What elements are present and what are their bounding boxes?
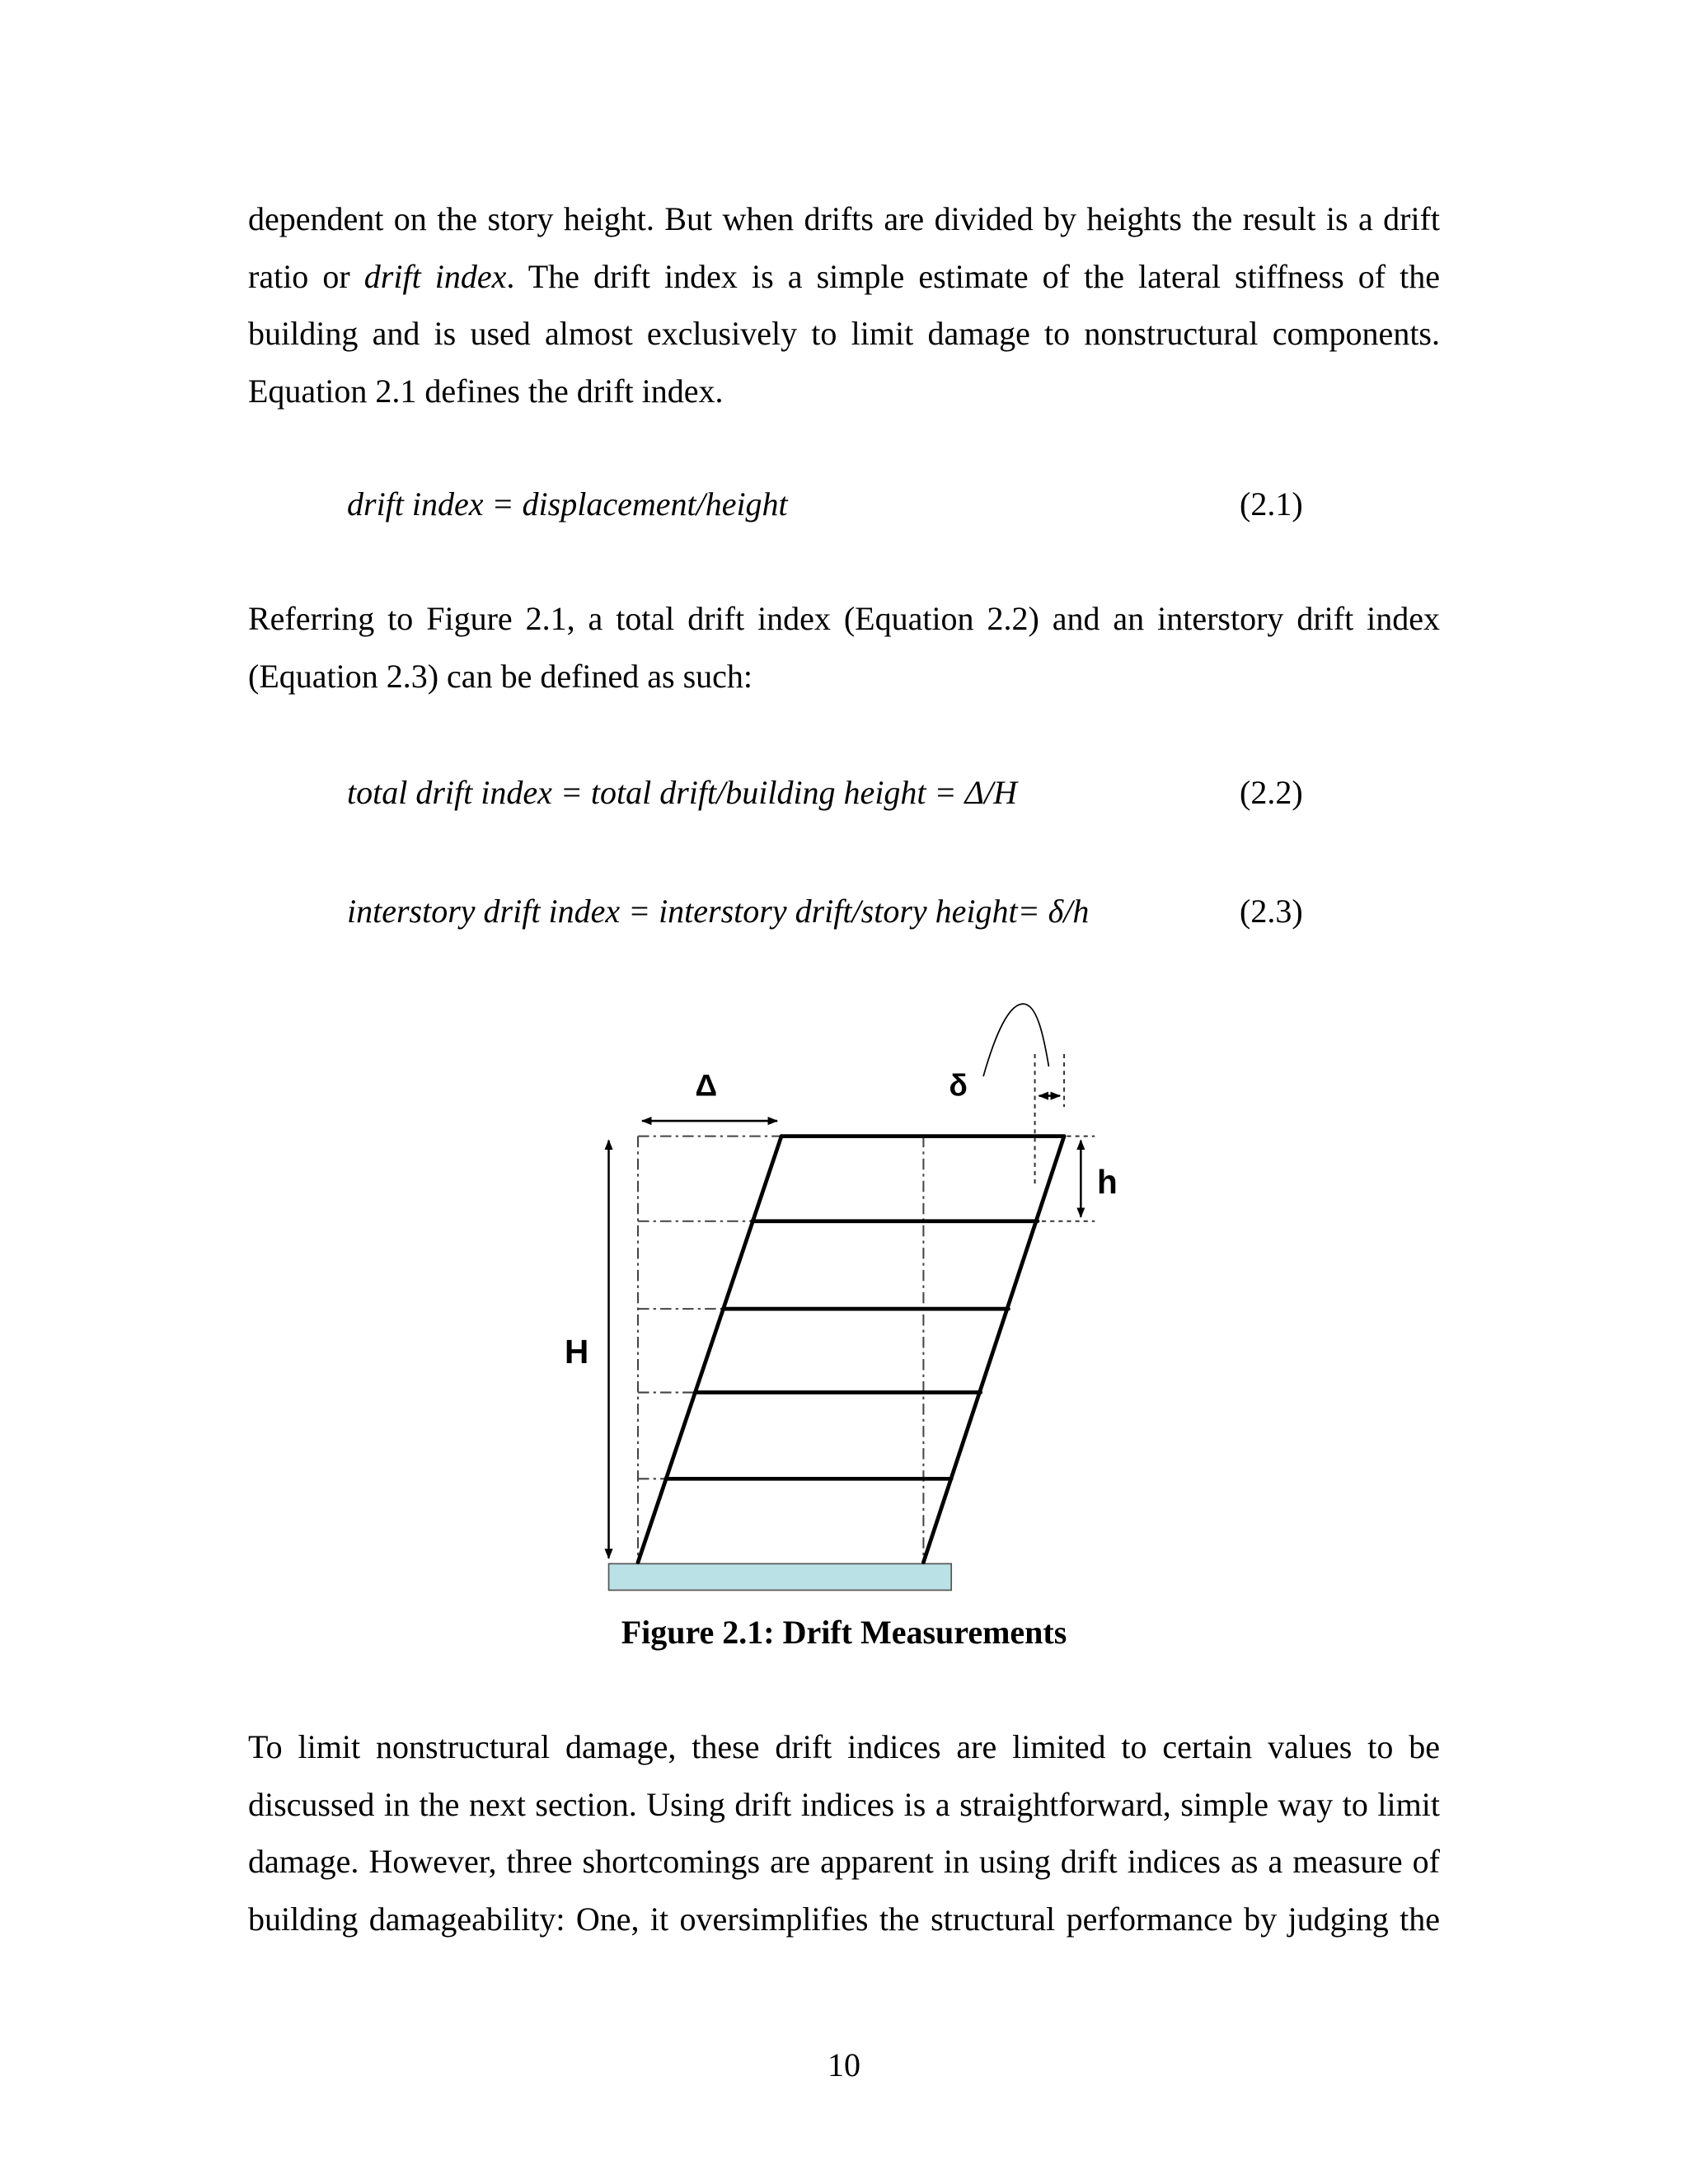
equation-2-1-expression: drift index = displacement/height [347,485,788,523]
paragraph-1-line-1: dependent on the story height. But when drifts are divided by heights the result is a drift [248,200,1440,237]
interstory-drift-label: δ [949,1067,968,1103]
interstory-drift-leader-curve [983,1004,1048,1076]
page-number: 10 [828,2046,860,2083]
paragraph-1-line-3: building and is used almost exclusively to limit damage to nonstructural components. [248,315,1440,352]
paragraph-1-line-4: Equation 2.1 defines the drift index. [248,372,724,410]
deformed-right-column [923,1137,1064,1563]
paragraph-1-line-2-text-a: ratio or [248,257,364,295]
paragraph-2-line-1: Referring to Figure 2.1, a total drift index (Equation 2.2) and an interstory drift index [248,600,1440,637]
paragraph-1 [248,190,1440,419]
total-drift-label: Δ [695,1067,718,1103]
paragraph-3 [248,1718,1440,1947]
drift-index-term: drift index [363,257,507,295]
equation-2-2-expression: total drift index = total drift/building height = Δ/H [347,774,1018,811]
paragraph-3-line-2: discussed in the next section. Using drift indices is a straightforward, simple way to limit [248,1785,1440,1823]
foundation-base [609,1563,952,1590]
paragraph-3-line-1: To limit nonstructural damage, these drift indices are limited to certain values to be [248,1728,1440,1765]
drift-measurements-figure [543,996,1118,1601]
figure-caption: Figure 2.1: Drift Measurements [621,1614,1067,1651]
story-height-label: h [1097,1162,1118,1201]
deformed-frame [638,1137,1064,1563]
paragraph-3-line-3: damage. However, three shortcomings are apparent in using drift indices as a measure of [248,1843,1440,1880]
paragraph-2-line-2: (Equation 2.3) can be defined as such: [248,657,753,695]
equation-2-2-number: (2.2) [1240,774,1303,811]
paragraph-3-line-4: building damageability: One, it oversimplifies the structural performance by judging the [248,1900,1440,1938]
equation-2-3-number: (2.3) [1240,893,1303,930]
dimension-arrows [609,1096,1081,1558]
paragraph-2 [248,590,1440,705]
undeformed-reference-lines [638,1137,923,1563]
equation-2-1-number: (2.1) [1240,485,1303,523]
paragraph-1-line-2 [248,248,1440,306]
equation-2-3-expression: interstory drift index = interstory drift/story height= δ/h [347,893,1090,930]
paragraph-1-line-2-text-b: . The drift index is a simple estimate of the lateral stiffness of the [506,257,1441,295]
building-height-label: H [565,1333,589,1371]
deformed-left-column [638,1137,781,1563]
